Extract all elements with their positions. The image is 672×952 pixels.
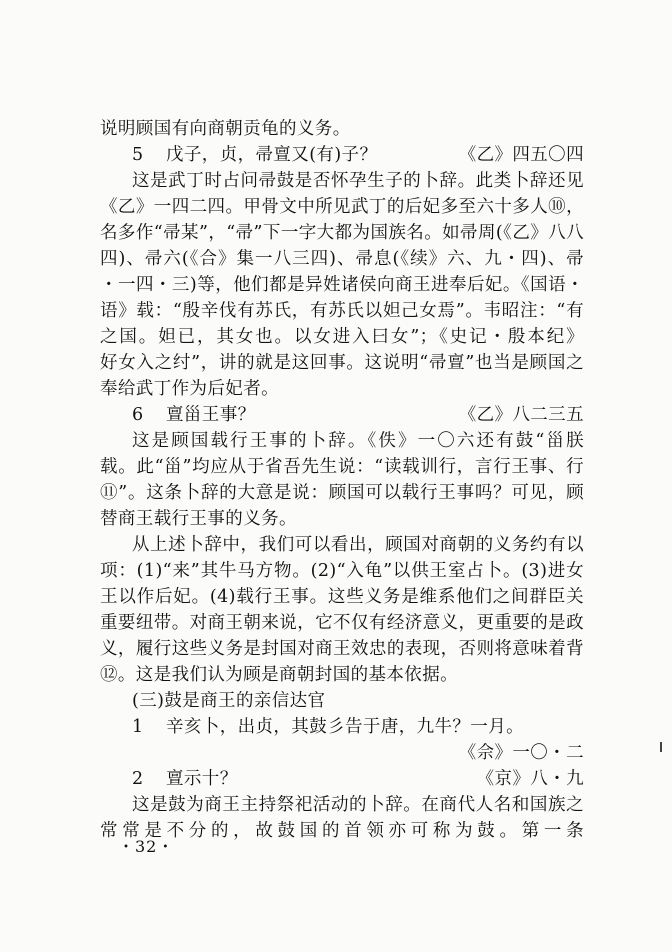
text-line: 四)、帚六(《合》集一八三四)、帚息(《续》六、九・四)、帚 [100,249,584,269]
section-heading: (三)鼓是商王的亲信达官 [132,691,326,711]
text-line: 好女入之纣”，讲的就是这回事。这说明“帚亶”也当是顾国之 [100,353,584,373]
text-line: 说明顾国有向商朝贡龟的义务。 [100,119,351,139]
text-line: 项：(1)“来”其牛马方物。(2)“入龟”以供王室占卜。(3)进女 [100,561,584,581]
inscription-entry-6 [100,402,584,428]
text-line: 从上述卜辞中，我们可以看出，顾国对商朝的义务约有以 [132,535,584,555]
inscription-text: 亶甾王事？ [166,405,256,425]
scan-mark [660,742,662,752]
source-citation: 《乙》八二三五 [458,405,584,425]
text-line: 奉给武丁作为后妃者。 [100,379,279,399]
source-citation: 《乙》四五〇四 [458,145,584,165]
source-citation: 《京》八・九 [476,769,584,789]
entry-number: 1 [132,717,144,737]
text-line: 这是武丁时占问帚鼓是否怀孕生子的卜辞。此类卜辞还见 [132,171,584,191]
inscription-text: 戊子，贞，帚亶又(有)子？ [166,145,378,165]
inscription-entry-1 [100,714,584,740]
text-line: 《乙》一四二四。甲骨文中所见武丁的后妃多至六十多人⑩， [100,197,584,217]
text-line: 之国。妲已，其女也。以女进入曰女”；《史记・殷本纪》 [100,327,584,347]
inscription-entry-5 [100,142,584,168]
page-body [100,116,584,844]
text-line: 重要纽带。对商王朝来说，它不仅有经济意义，更重要的是政 [100,613,584,633]
text-line: 义，履行这些义务是封国对商王效忠的表现，否则将意味着背 [100,639,584,659]
text-line: ・一四・三)等，他们都是异姓诸侯向商王进奉后妃。《国语・ [100,275,584,295]
entry-number: 2 [132,769,144,789]
inscription-text: 亶示十？ [166,769,238,789]
text-line: 常常是不分的，故鼓国的首领亦可称为鼓。第一条 [100,821,584,841]
text-line: 王以作后妃。(4)载行王事。这些义务是维系他们之间群臣关 [100,587,584,607]
text-line: 这是顾国载行王事的卜辞。《佚》一〇六还有鼓“甾朕 [132,431,584,451]
text-line: 这是鼓为商王主持祭祀活动的卜辞。在商代人名和国族之 [132,795,584,815]
text-line: ⑫。这是我们认为顾是商朝封国的基本依据。 [100,665,458,685]
source-citation: 《佘》一〇・二 [458,743,584,763]
inscription-entry-2 [100,766,584,792]
entry-number: 6 [132,405,144,425]
inscription-text: 辛亥卜，出贞，其鼓彡告于唐，九牛？一月。 [166,717,524,737]
text-line: 语》载：“殷辛伐有苏氏，有苏氏以妲己女焉”。韦昭注：“有 [100,301,584,321]
text-line: 名多作“帚某”，“帚”下一字大都为国族名。如帚周(《乙》八八 [100,223,584,243]
page-number: ・32・ [118,837,175,856]
entry-number: 5 [132,145,144,165]
text-line: ⑪”。这条卜辞的大意是说：顾国可以载行王事吗？可见，顾 [100,483,584,503]
text-line: 替商王载行王事的义务。 [100,509,297,529]
text-line: 载。此“甾”均应从于省吾先生说：“读载训行，言行王事、行 [100,457,584,477]
